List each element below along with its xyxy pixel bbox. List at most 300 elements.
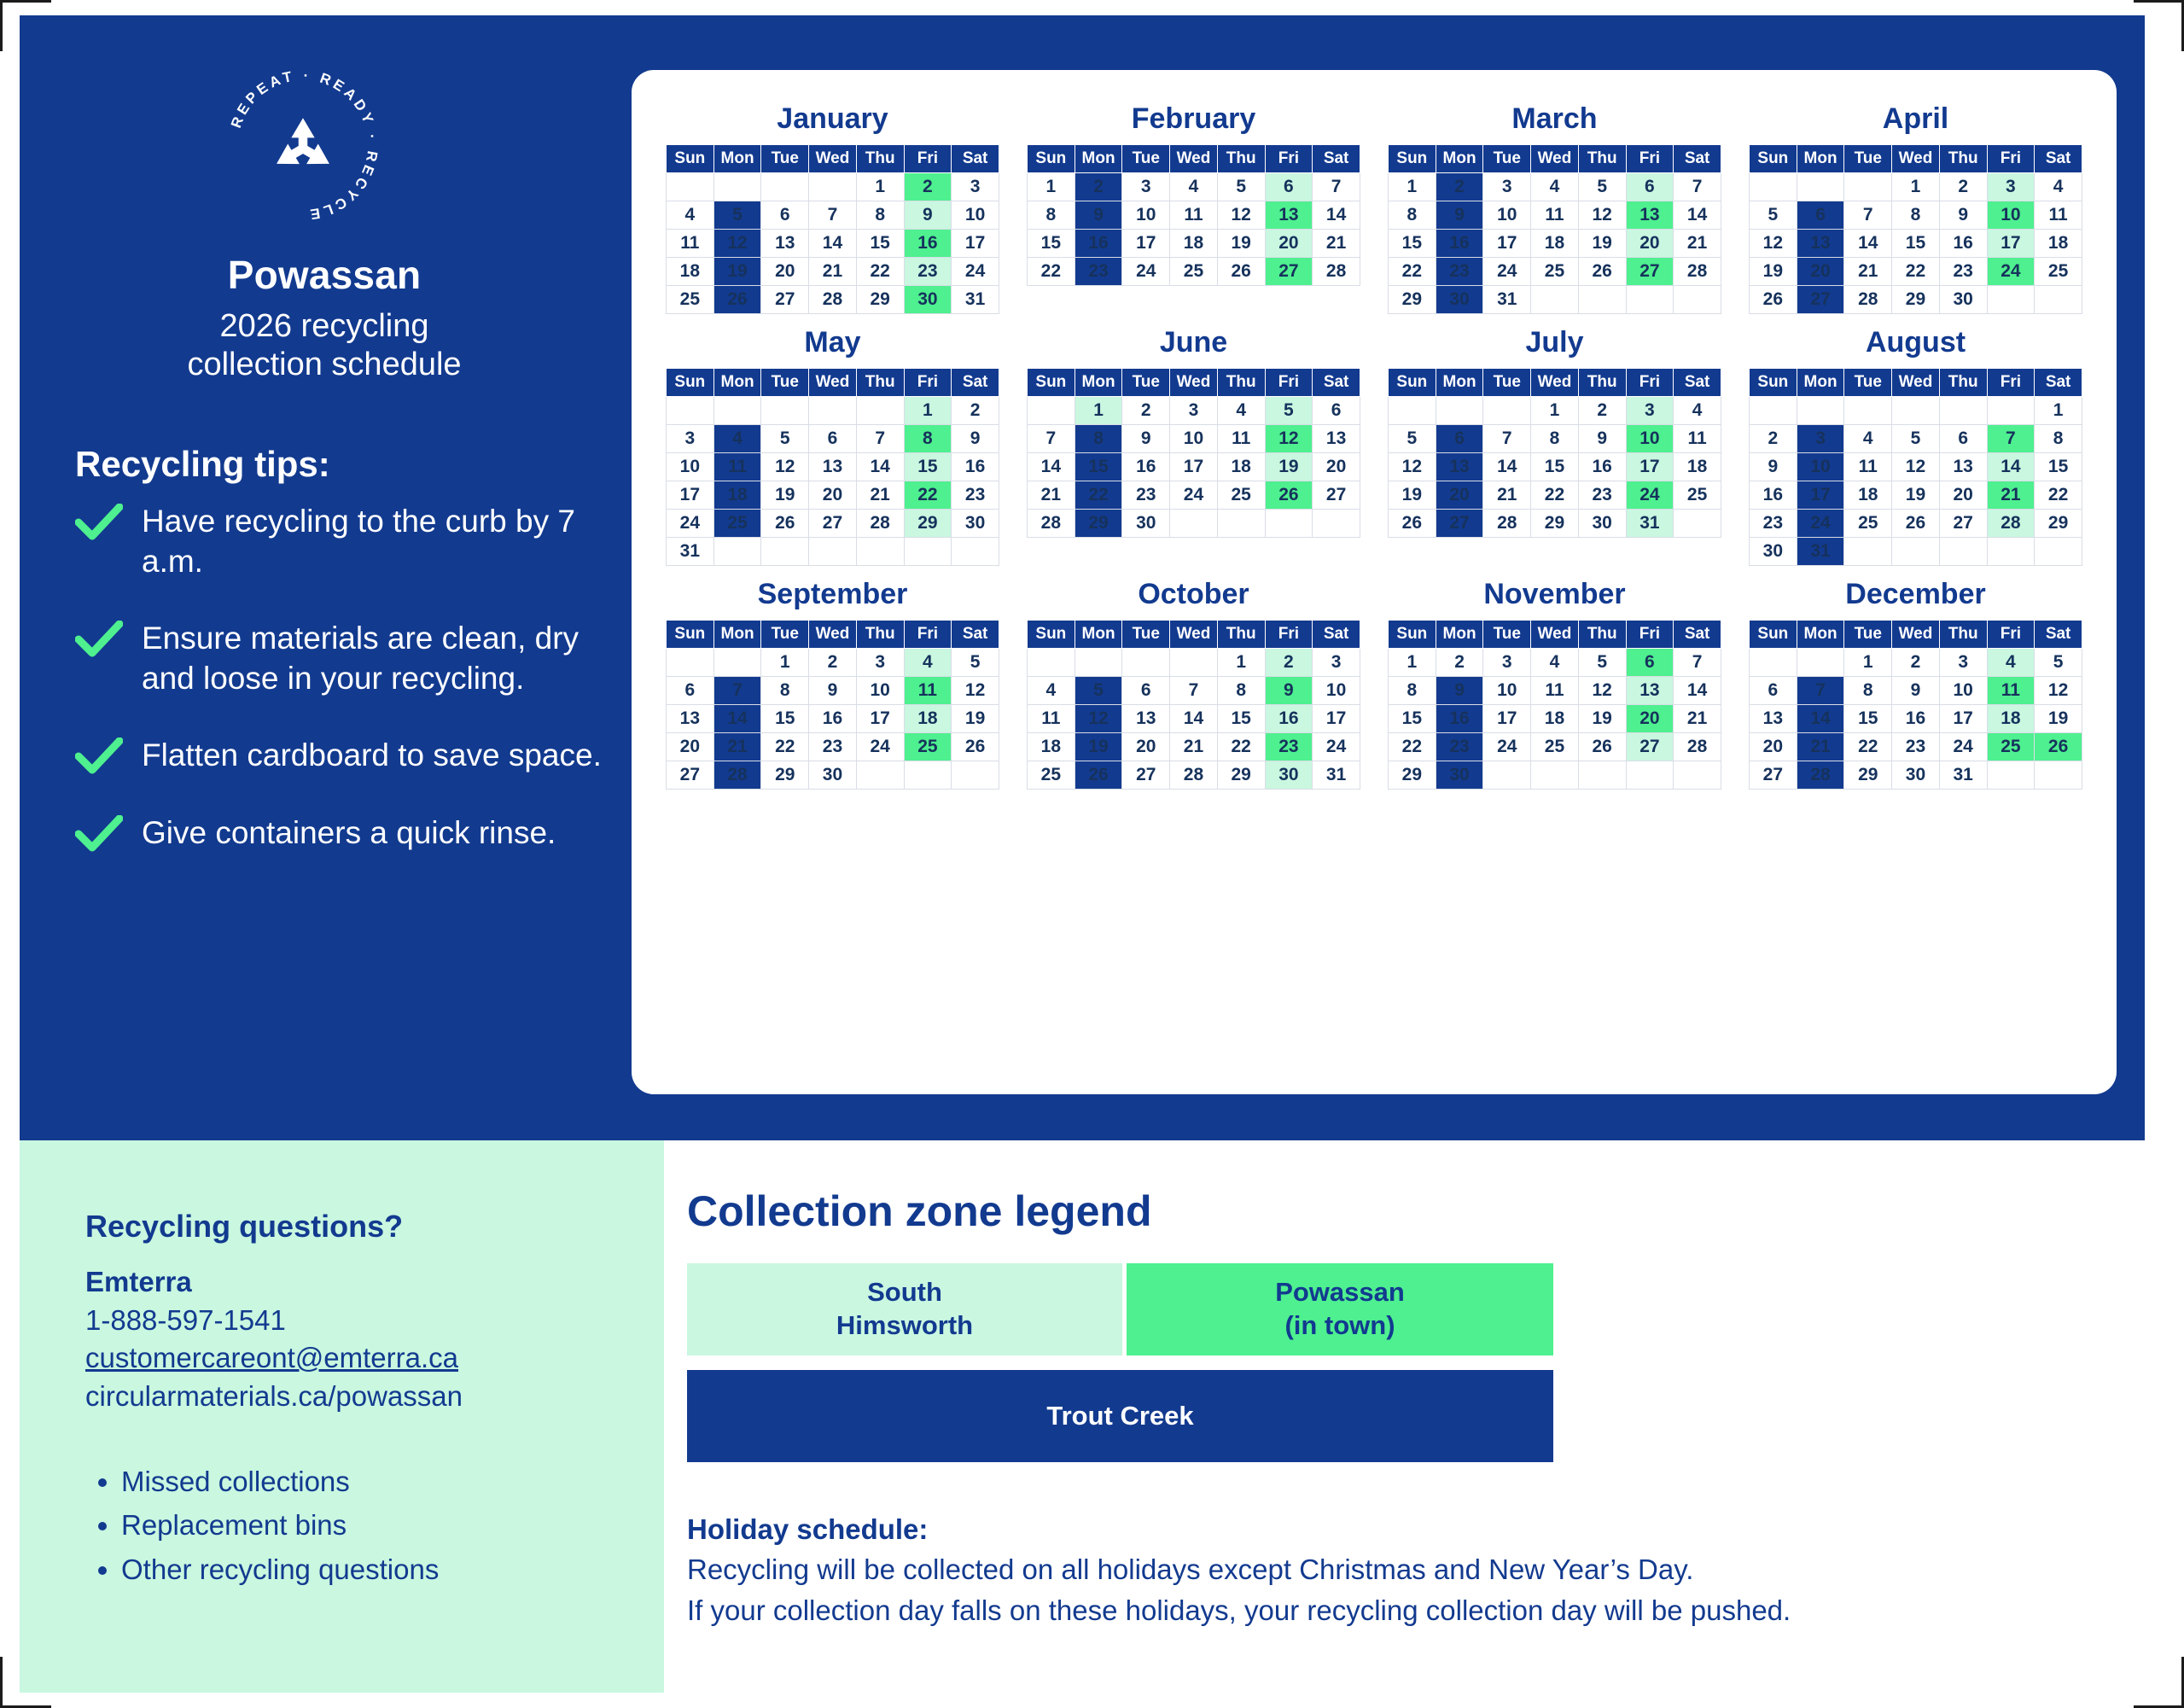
day-cell: 5 — [1892, 425, 1940, 453]
weekday-header: Wed — [1170, 369, 1218, 397]
day-cell: 8 — [1075, 425, 1122, 453]
empty-cell — [1028, 397, 1075, 425]
empty-cell — [713, 397, 761, 425]
day-cell: 25 — [904, 733, 952, 761]
day-cell: 28 — [1844, 286, 1892, 314]
weekday-header: Mon — [1797, 621, 1844, 649]
month-title: January — [777, 102, 888, 135]
day-cell: 28 — [1674, 733, 1721, 761]
day-cell: 24 — [1483, 258, 1531, 286]
list-item: • Replacement bins — [121, 1503, 632, 1547]
empty-cell — [1987, 397, 2035, 425]
month-title: December — [1845, 578, 1986, 610]
weekday-header: Wed — [809, 369, 857, 397]
week-row — [1750, 173, 2082, 201]
list-item: • Missed collections — [121, 1460, 632, 1503]
weekday-header: Mon — [713, 145, 761, 173]
day-cell: 14 — [1483, 453, 1531, 481]
day-cell: 3 — [1483, 173, 1531, 201]
day-cell: 22 — [1892, 258, 1940, 286]
empty-cell — [809, 397, 857, 425]
day-cell: 20 — [667, 733, 714, 761]
day-cell: 23 — [952, 481, 999, 510]
day-cell: 11 — [1217, 425, 1265, 453]
month-title: July — [1525, 326, 1584, 359]
day-cell: 24 — [1987, 258, 2035, 286]
day-cell: 15 — [1217, 705, 1265, 733]
holiday-line-2: If your collection day falls on these holidays, your recycling collection day will be pushed. — [687, 1594, 1791, 1626]
day-cell: 4 — [1987, 649, 2035, 677]
day-cell: 10 — [1313, 677, 1360, 705]
day-cell: 20 — [1939, 481, 1987, 510]
month-august — [1735, 314, 2096, 566]
empty-cell — [1797, 649, 1844, 677]
day-cell: 31 — [1483, 286, 1531, 314]
day-cell: 24 — [952, 258, 999, 286]
tip-item — [75, 502, 638, 581]
check-icon — [75, 504, 123, 541]
day-cell: 12 — [713, 230, 761, 258]
weekday-header: Sun — [667, 621, 714, 649]
day-cell: 10 — [1483, 201, 1531, 230]
day-cell: 2 — [1122, 397, 1170, 425]
day-cell: 5 — [2035, 649, 2082, 677]
day-cell: 25 — [1028, 761, 1075, 790]
day-cell: 30 — [952, 510, 999, 538]
week-row — [667, 538, 999, 566]
week-row — [1028, 173, 1360, 201]
day-cell: 18 — [1531, 705, 1579, 733]
day-cell: 16 — [1265, 705, 1313, 733]
day-cell: 25 — [2035, 258, 2082, 286]
month-december — [1735, 566, 2096, 790]
day-cell: 20 — [1626, 705, 1674, 733]
weekday-header: Thu — [856, 621, 904, 649]
day-cell: 16 — [952, 453, 999, 481]
day-cell: 18 — [904, 705, 952, 733]
day-cell: 27 — [1313, 481, 1360, 510]
day-cell: 26 — [1892, 510, 1940, 538]
day-cell: 24 — [1313, 733, 1360, 761]
week-row — [1389, 201, 1721, 230]
week-row — [1750, 397, 2082, 425]
day-cell: 14 — [856, 453, 904, 481]
day-cell: 9 — [1436, 201, 1483, 230]
day-cell: 18 — [1531, 230, 1579, 258]
day-cell: 12 — [952, 677, 999, 705]
month-november — [1374, 566, 1735, 790]
empty-cell — [1075, 649, 1122, 677]
empty-cell — [1797, 173, 1844, 201]
empty-cell — [856, 397, 904, 425]
day-cell: 22 — [856, 258, 904, 286]
day-cell: 6 — [1436, 425, 1483, 453]
tip-text: Ensure materials are clean, dry and loose in your recycling. — [142, 621, 579, 696]
legend-label-line1: Powassan — [1275, 1277, 1405, 1308]
empty-cell — [904, 761, 952, 790]
week-row — [667, 425, 999, 453]
day-cell: 8 — [1217, 677, 1265, 705]
day-cell: 1 — [1844, 649, 1892, 677]
day-cell: 4 — [904, 649, 952, 677]
day-cell: 6 — [1750, 677, 1797, 705]
day-cell: 19 — [1075, 733, 1122, 761]
weekday-header: Sun — [1389, 145, 1436, 173]
weekday-header: Sun — [1028, 145, 1075, 173]
day-cell: 29 — [1389, 761, 1436, 790]
day-cell: 19 — [1578, 705, 1626, 733]
day-cell: 22 — [1389, 258, 1436, 286]
day-cell: 28 — [856, 510, 904, 538]
week-row — [1750, 453, 2082, 481]
day-cell: 27 — [1626, 258, 1674, 286]
day-cell: 26 — [952, 733, 999, 761]
day-cell: 6 — [1626, 173, 1674, 201]
subtitle-line-2: collection schedule — [187, 346, 462, 382]
day-cell: 29 — [1075, 510, 1122, 538]
empty-cell — [667, 397, 714, 425]
week-row — [667, 173, 999, 201]
empty-cell — [1122, 649, 1170, 677]
day-cell: 17 — [1626, 453, 1674, 481]
empty-cell — [667, 173, 714, 201]
day-cell: 29 — [1389, 286, 1436, 314]
month-march — [1374, 90, 1735, 314]
month-title: March — [1511, 102, 1598, 135]
day-cell: 13 — [1436, 453, 1483, 481]
day-cell: 25 — [1217, 481, 1265, 510]
day-cell: 18 — [1844, 481, 1892, 510]
empty-cell — [952, 538, 999, 566]
day-cell: 9 — [809, 677, 857, 705]
empty-cell — [1987, 538, 2035, 566]
day-cell: 4 — [1674, 397, 1721, 425]
day-cell: 26 — [1578, 258, 1626, 286]
day-cell: 2 — [1578, 397, 1626, 425]
weekday-header: Wed — [1892, 621, 1940, 649]
day-cell: 7 — [1674, 649, 1721, 677]
day-cell: 26 — [1578, 733, 1626, 761]
day-cell: 27 — [761, 286, 809, 314]
day-cell: 21 — [856, 481, 904, 510]
weekday-header: Mon — [1075, 145, 1122, 173]
day-cell: 21 — [1170, 733, 1218, 761]
day-cell: 1 — [1028, 173, 1075, 201]
day-cell: 22 — [904, 481, 952, 510]
day-cell: 13 — [1122, 705, 1170, 733]
day-cell: 8 — [1844, 677, 1892, 705]
day-cell: 10 — [856, 677, 904, 705]
day-cell: 15 — [761, 705, 809, 733]
weekday-header: Fri — [1626, 145, 1674, 173]
day-cell: 7 — [1028, 425, 1075, 453]
empty-cell — [952, 761, 999, 790]
day-cell: 11 — [2035, 201, 2082, 230]
day-cell: 21 — [1028, 481, 1075, 510]
day-cell: 14 — [1170, 705, 1218, 733]
day-cell: 20 — [809, 481, 857, 510]
day-cell: 27 — [667, 761, 714, 790]
phone-number: 1-888-597-1541 — [85, 1303, 286, 1336]
weekday-header: Wed — [1170, 145, 1218, 173]
weekday-header: Mon — [713, 369, 761, 397]
legend-zone-south-himsworth — [687, 1263, 1122, 1355]
day-cell: 5 — [1265, 397, 1313, 425]
day-cell: 11 — [1531, 677, 1579, 705]
day-cell: 18 — [713, 481, 761, 510]
day-cell: 18 — [1028, 733, 1075, 761]
month-october — [1013, 566, 1374, 790]
day-cell: 31 — [1313, 761, 1360, 790]
day-cell: 26 — [1750, 286, 1797, 314]
day-cell: 8 — [761, 677, 809, 705]
weekday-header: Mon — [1797, 145, 1844, 173]
calendar-row — [652, 566, 2096, 790]
day-cell: 4 — [1170, 173, 1218, 201]
day-cell: 20 — [1436, 481, 1483, 510]
day-cell: 14 — [1987, 453, 2035, 481]
day-cell: 15 — [1389, 705, 1436, 733]
day-cell: 16 — [904, 230, 952, 258]
day-cell: 11 — [904, 677, 952, 705]
day-cell: 22 — [761, 733, 809, 761]
empty-cell — [1844, 397, 1892, 425]
week-row — [1028, 425, 1360, 453]
empty-cell — [2035, 761, 2082, 790]
questions-heading: Recycling questions? — [85, 1209, 404, 1244]
week-row — [1750, 425, 2082, 453]
month-title: May — [804, 326, 861, 359]
day-cell: 15 — [1028, 230, 1075, 258]
day-cell: 27 — [1122, 761, 1170, 790]
weekday-header: Thu — [1217, 621, 1265, 649]
crop-mark — [2134, 0, 2184, 3]
weekday-header: Sat — [1313, 145, 1360, 173]
day-cell: 27 — [1750, 761, 1797, 790]
day-cell: 4 — [1028, 677, 1075, 705]
tips-list — [75, 502, 638, 891]
day-cell: 22 — [1389, 733, 1436, 761]
tip-text: Give containers a quick rinse. — [142, 815, 556, 851]
empty-cell — [1674, 761, 1721, 790]
day-cell: 6 — [1939, 425, 1987, 453]
empty-cell — [2035, 538, 2082, 566]
day-cell: 2 — [1892, 649, 1940, 677]
day-cell: 8 — [904, 425, 952, 453]
weekday-header: Sat — [952, 145, 999, 173]
day-cell: 17 — [1122, 230, 1170, 258]
day-cell: 1 — [904, 397, 952, 425]
weekday-header: Wed — [1170, 621, 1218, 649]
day-cell: 16 — [1436, 230, 1483, 258]
day-cell: 12 — [1750, 230, 1797, 258]
holiday-heading: Holiday schedule: — [687, 1513, 929, 1545]
day-cell: 24 — [1626, 481, 1674, 510]
month-table — [1749, 144, 2082, 314]
weekday-header: Wed — [1892, 145, 1940, 173]
list-item: • Other recycling questions — [121, 1548, 632, 1591]
day-cell: 30 — [1939, 286, 1987, 314]
empty-cell — [1483, 397, 1531, 425]
day-cell: 23 — [1436, 258, 1483, 286]
month-table — [666, 144, 999, 314]
day-cell: 12 — [1892, 453, 1940, 481]
day-cell: 19 — [1265, 453, 1313, 481]
day-cell: 7 — [1797, 677, 1844, 705]
day-cell: 5 — [713, 201, 761, 230]
day-cell: 26 — [1217, 258, 1265, 286]
day-cell: 27 — [809, 510, 857, 538]
day-cell: 8 — [1028, 201, 1075, 230]
day-cell: 3 — [856, 649, 904, 677]
week-row — [1389, 258, 1721, 286]
weekday-header: Sat — [2035, 621, 2082, 649]
day-cell: 3 — [1170, 397, 1218, 425]
week-row — [1750, 761, 2082, 790]
empty-cell — [1436, 397, 1483, 425]
day-cell: 8 — [2035, 425, 2082, 453]
day-cell: 21 — [1844, 258, 1892, 286]
day-cell: 15 — [1389, 230, 1436, 258]
weekday-header: Sat — [1313, 621, 1360, 649]
week-row — [1389, 761, 1721, 790]
empty-cell — [856, 538, 904, 566]
empty-cell — [1217, 510, 1265, 538]
email-link[interactable]: customercareont@emterra.ca — [85, 1342, 458, 1374]
week-row — [667, 677, 999, 705]
day-cell: 1 — [1389, 173, 1436, 201]
week-row — [1389, 677, 1721, 705]
day-cell: 15 — [1531, 453, 1579, 481]
weekday-header: Thu — [1217, 145, 1265, 173]
day-cell: 19 — [1217, 230, 1265, 258]
tip-text: Have recycling to the curb by 7 a.m. — [142, 504, 575, 579]
day-cell: 4 — [1844, 425, 1892, 453]
month-title: April — [1882, 102, 1949, 135]
day-cell: 17 — [1483, 230, 1531, 258]
day-cell: 3 — [1122, 173, 1170, 201]
month-title: November — [1483, 578, 1626, 610]
day-cell: 27 — [1265, 258, 1313, 286]
week-row — [1389, 510, 1721, 538]
week-row — [1389, 425, 1721, 453]
weekday-header: Thu — [1939, 621, 1987, 649]
week-row — [667, 230, 999, 258]
day-cell: 5 — [1578, 173, 1626, 201]
day-cell: 19 — [952, 705, 999, 733]
day-cell: 9 — [1122, 425, 1170, 453]
day-cell: 25 — [1170, 258, 1218, 286]
legend-zone-trout-creek — [687, 1370, 1553, 1462]
weekday-header: Sun — [1028, 621, 1075, 649]
weekday-header: Wed — [809, 621, 857, 649]
empty-cell — [713, 173, 761, 201]
day-cell: 23 — [809, 733, 857, 761]
empty-cell — [1170, 649, 1218, 677]
day-cell: 2 — [904, 173, 952, 201]
day-cell: 6 — [1797, 201, 1844, 230]
day-cell: 17 — [1170, 453, 1218, 481]
day-cell: 7 — [856, 425, 904, 453]
day-cell: 29 — [761, 761, 809, 790]
month-table — [666, 620, 999, 790]
month-title: February — [1131, 102, 1256, 135]
week-row — [1750, 201, 2082, 230]
weekday-header: Thu — [1578, 621, 1626, 649]
week-row — [1389, 481, 1721, 510]
day-cell: 18 — [1674, 453, 1721, 481]
empty-cell — [1265, 510, 1313, 538]
day-cell: 30 — [904, 286, 952, 314]
day-cell: 6 — [1265, 173, 1313, 201]
week-row — [1389, 453, 1721, 481]
weekday-header: Wed — [1531, 145, 1579, 173]
day-cell: 10 — [1483, 677, 1531, 705]
website-text[interactable]: circularmaterials.ca/powassan — [85, 1379, 463, 1412]
weekday-header: Sat — [952, 621, 999, 649]
day-cell: 9 — [1578, 425, 1626, 453]
day-cell: 29 — [1844, 761, 1892, 790]
day-cell: 6 — [1313, 397, 1360, 425]
day-cell: 23 — [1075, 258, 1122, 286]
day-cell: 17 — [667, 481, 714, 510]
day-cell: 16 — [1436, 705, 1483, 733]
day-cell: 9 — [1750, 453, 1797, 481]
day-cell: 5 — [1389, 425, 1436, 453]
day-cell: 11 — [1987, 677, 2035, 705]
day-cell: 23 — [1892, 733, 1940, 761]
day-cell: 7 — [1483, 425, 1531, 453]
day-cell: 13 — [1626, 677, 1674, 705]
month-june — [1013, 314, 1374, 566]
day-cell: 10 — [1170, 425, 1218, 453]
day-cell: 30 — [809, 761, 857, 790]
day-cell: 7 — [1313, 173, 1360, 201]
month-title: September — [757, 578, 908, 610]
day-cell: 12 — [2035, 677, 2082, 705]
day-cell: 5 — [1075, 677, 1122, 705]
day-cell: 22 — [1028, 258, 1075, 286]
weekday-header: Sat — [1313, 369, 1360, 397]
day-cell: 7 — [713, 677, 761, 705]
day-cell: 5 — [1578, 649, 1626, 677]
day-cell: 10 — [1122, 201, 1170, 230]
week-row — [1389, 230, 1721, 258]
empty-cell — [761, 173, 809, 201]
week-row — [667, 481, 999, 510]
day-cell: 25 — [1674, 481, 1721, 510]
day-cell: 15 — [1892, 230, 1940, 258]
day-cell: 14 — [1674, 677, 1721, 705]
day-cell: 28 — [1028, 510, 1075, 538]
week-row — [667, 705, 999, 733]
empty-cell — [1674, 510, 1721, 538]
empty-cell — [1939, 538, 1987, 566]
questions-list — [85, 1460, 632, 1591]
day-cell: 29 — [1217, 761, 1265, 790]
weekday-header: Wed — [1892, 369, 1940, 397]
month-title: October — [1138, 578, 1249, 610]
day-cell: 6 — [1626, 649, 1674, 677]
day-cell: 9 — [1436, 677, 1483, 705]
day-cell: 17 — [1797, 481, 1844, 510]
day-cell: 29 — [1892, 286, 1940, 314]
weekday-header: Wed — [1531, 369, 1579, 397]
empty-cell — [761, 397, 809, 425]
day-cell: 12 — [1578, 201, 1626, 230]
day-cell: 11 — [713, 453, 761, 481]
week-row — [1028, 761, 1360, 790]
